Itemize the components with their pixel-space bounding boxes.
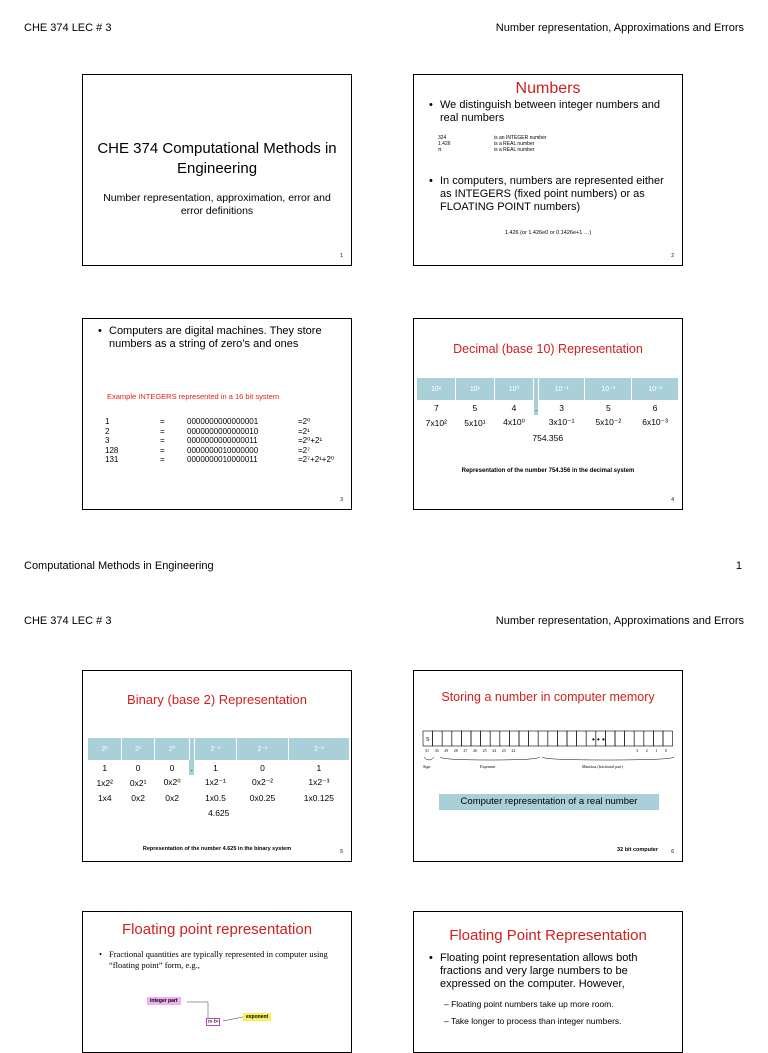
- place-value-header: 2¹: [121, 738, 154, 760]
- bit-index-label: 1: [655, 748, 658, 753]
- exponent-label: exponent: [243, 1013, 271, 1021]
- bit-cell: [471, 731, 481, 746]
- pointer-lines: [83, 912, 351, 1032]
- bit-cell: [653, 731, 663, 746]
- integer-row-n: 1: [105, 417, 110, 426]
- slide-number: 3: [340, 497, 343, 503]
- integer-row-bits: 0000000000000010: [187, 426, 259, 436]
- product-cell: 5x10¹: [464, 417, 486, 428]
- bit-cell: [625, 731, 635, 746]
- bit-cell: [644, 731, 654, 746]
- place-value-header: 2⁻¹: [194, 738, 236, 760]
- sub-bullet: – Floating point numbers take up more room.: [444, 999, 614, 1009]
- value-cell: 0x0.25: [249, 792, 276, 803]
- bit-index-label: 25: [482, 748, 487, 753]
- slide-1: [82, 74, 352, 266]
- product-cell: 4x10⁰: [503, 417, 525, 427]
- caption: Representation of the number 4.625 in the binary system: [142, 846, 292, 852]
- exponent-label: Exponent: [480, 764, 496, 769]
- slide-number: 1: [340, 253, 343, 259]
- digit-cell: 6: [652, 402, 658, 413]
- integer-row-pow: =2⁰: [298, 417, 311, 426]
- computer-note: 32 bit computer: [617, 847, 658, 853]
- digit-cell: .: [189, 760, 194, 775]
- example-title: Example INTEGERS represented in a 16 bit system: [107, 392, 280, 401]
- integer-row-eq: =: [160, 455, 165, 464]
- page2-header-left: CHE 374 LEC # 3: [24, 615, 112, 627]
- slide-number: 4: [671, 497, 674, 503]
- example-descriptions: is an INTEGER number is a REAL number is a REAL number: [494, 135, 547, 153]
- integer-row-n: 128: [105, 445, 119, 455]
- integer-row-pow: =2⁷: [298, 445, 311, 455]
- product-cell: 5x10⁻²: [595, 417, 622, 427]
- slide-2: [413, 74, 683, 266]
- slide-title: Storing a number in computer memory: [441, 690, 655, 704]
- formula: m·bᵉ: [208, 1019, 219, 1025]
- slide-7: [82, 911, 352, 1053]
- slide-title: Decimal (base 10) Representation: [453, 342, 643, 356]
- value-cell: 1x4: [97, 792, 112, 803]
- sub-bullet: – Take longer to process than integer numbers.: [444, 1016, 622, 1026]
- product-cell: 0x2⁻²: [251, 777, 274, 787]
- slide-8: [413, 911, 683, 1053]
- memory-bit-diagram: [422, 729, 678, 775]
- bit-index-label: 27: [463, 748, 468, 753]
- integer-row-eq: =: [160, 436, 165, 445]
- product-cell: 6x10⁻³: [642, 417, 668, 427]
- bit-index-label: 0: [665, 748, 667, 753]
- bit-cell: [548, 731, 558, 746]
- integer-row-n: 3: [105, 436, 110, 445]
- bit-cell: [500, 731, 510, 746]
- digit-cell: 1: [102, 762, 108, 773]
- bit-index-label: 2: [645, 748, 648, 753]
- integer-row-n: 2: [105, 426, 110, 436]
- place-value-header: 2⁻²: [237, 738, 289, 760]
- slide-subtitle: Number representation, approximation, error and error definitions: [103, 192, 331, 217]
- place-value-header: 10⁻¹: [538, 378, 585, 400]
- page-number: 1: [735, 560, 742, 572]
- integer-row-bits: 0000000000000001: [187, 417, 259, 426]
- digit-cell: 4: [511, 402, 517, 413]
- example-numbers: 324 1.426 π: [438, 135, 451, 153]
- bit-index-label: 22: [511, 748, 516, 753]
- page-footer-left: Computational Methods in Engineering: [24, 560, 214, 572]
- sign-cell-label: S: [426, 737, 430, 743]
- value-cell: 1x0.5: [205, 792, 226, 803]
- slide-title: CHE 374 Computational Methods in Engineering: [97, 140, 337, 177]
- bit-cell: [519, 731, 529, 746]
- slide-3: [82, 318, 352, 510]
- bit-index-label: 23: [501, 748, 506, 753]
- integer-row-pow: =2⁷+2¹+2⁰: [298, 455, 335, 464]
- product-cell: 0x2⁰: [163, 777, 181, 787]
- integer-row-pow: =2⁰+2¹: [298, 436, 323, 445]
- bit-index-label: 31: [425, 748, 429, 753]
- value-cell: 0x2: [131, 792, 145, 803]
- bit-cell: [490, 731, 500, 746]
- banner: Computer representation of a real number: [439, 794, 659, 810]
- caption: Representation of the number 754.356 in the decimal system: [461, 468, 635, 474]
- page2-header-right: Number representation, Approximations and Errors: [495, 615, 744, 627]
- digit-cell: 1: [316, 762, 322, 773]
- bit-cell: [433, 731, 443, 746]
- digit-cell: 0: [135, 762, 141, 773]
- slide-5: [82, 670, 352, 862]
- place-value-header: 10¹: [456, 378, 495, 400]
- slide-4: [413, 318, 683, 510]
- mantissa-brace: [542, 757, 674, 760]
- bit-index-label: 24: [492, 748, 497, 753]
- bit-index-label: 30: [434, 748, 439, 753]
- bit-cell: [663, 731, 673, 746]
- digit-cell: 0: [260, 762, 265, 773]
- bit-cell: [529, 731, 539, 746]
- slide-number: 6: [671, 849, 674, 855]
- place-value-header: 2⁻³: [288, 738, 349, 760]
- bullet: • In computers, numbers are represented either as INTEGERS (fixed point numbers) or as FLOATING POINT numbers): [429, 175, 664, 213]
- bullet: • Computers are digital machines. They store numbers as a string of zero’s and ones: [98, 325, 322, 350]
- bit-index-label: 29: [444, 748, 449, 753]
- integer-row-eq: =: [160, 417, 165, 426]
- slide-number: 2: [671, 253, 674, 259]
- integer-row-n: 131: [105, 455, 119, 464]
- product-cell: 7x10²: [425, 417, 447, 428]
- bit-cell: [557, 731, 567, 746]
- bit-cell: [509, 731, 519, 746]
- bit-cell: [567, 731, 577, 746]
- integer-row-bits: 0000000000000011: [187, 436, 258, 445]
- integer-row-eq: =: [160, 445, 165, 455]
- value-cell: 1x0.125: [303, 792, 335, 803]
- integer-row-bits: 0000000010000011: [187, 455, 258, 464]
- bit-cell: [577, 731, 587, 746]
- slide-6: [413, 670, 683, 862]
- place-value-header: 10²: [417, 378, 456, 400]
- total-value: 4.625: [208, 807, 230, 818]
- bit-cell: [481, 731, 491, 746]
- value-cell: 0x2: [165, 792, 179, 803]
- bit-cell: [442, 731, 452, 746]
- bit-cell: [605, 731, 615, 746]
- product-cell: 1x2⁻³: [308, 777, 330, 787]
- binary-table: [88, 738, 350, 820]
- bit-cell: [634, 731, 644, 746]
- slide-number: 5: [340, 849, 343, 855]
- digit-cell: .: [534, 400, 538, 415]
- slide-title: Floating Point Representation: [449, 927, 647, 944]
- slide-title: Floating point representation: [121, 921, 313, 938]
- sign-brace: [424, 757, 434, 760]
- integer-row-bits: 0000000010000000: [187, 445, 259, 455]
- slide-title: Numbers: [515, 80, 581, 97]
- bit-index-label: 28: [453, 748, 458, 753]
- place-value-header: 2²: [88, 738, 121, 760]
- product-cell: 0x2¹: [129, 777, 147, 788]
- bullet: • We distinguish between integer numbers and real numbers: [429, 99, 660, 124]
- digit-cell: 0: [169, 762, 175, 773]
- place-value-header: 10⁻²: [585, 378, 632, 400]
- bullet: • Floating point representation allows both fractions and very large numbers to be expressed on the computer. However,: [429, 952, 638, 990]
- digit-cell: 7: [433, 402, 439, 413]
- mantissa-label: Mantissa (fractional part): [582, 764, 623, 769]
- sign-label: Sign: [423, 764, 431, 769]
- formula: 1.426 (or 1.426e0 or 0.1426e+1 …): [504, 230, 592, 236]
- product-cell: 1x2⁻¹: [204, 777, 226, 787]
- ellipsis-dots: • • •: [592, 735, 605, 744]
- decimal-table: [417, 378, 679, 445]
- bit-cell: [538, 731, 548, 746]
- slide-title: Binary (base 2) Representation: [127, 692, 307, 707]
- digit-cell: 5: [472, 402, 478, 413]
- bit-index-label: 26: [473, 748, 477, 753]
- product-cell: 3x10⁻¹: [548, 417, 575, 427]
- integer-row-pow: =2¹: [298, 426, 310, 436]
- page-header-left: CHE 374 LEC # 3: [24, 22, 112, 34]
- product-cell: 1x2²: [96, 777, 113, 788]
- bit-cell: [452, 731, 462, 746]
- place-value-header: 10⁰: [494, 378, 534, 400]
- integer-part-label: integer part: [147, 997, 181, 1005]
- total-value: 754.356: [532, 432, 564, 443]
- page-header-right: Number representation, Approximations and Errors: [495, 22, 744, 34]
- digit-cell: 5: [605, 402, 611, 413]
- place-value-header: 2⁰: [155, 738, 190, 760]
- bit-cell: [461, 731, 471, 746]
- integer-row-eq: =: [160, 426, 165, 436]
- digit-cell: 1: [213, 762, 218, 773]
- bit-cell: [615, 731, 625, 746]
- bullet: • Fractional quantities are typically represented in computer using “floating point” form, e.g.,: [99, 949, 328, 970]
- place-value-header: 10⁻³: [632, 378, 679, 400]
- digit-cell: 3: [559, 402, 564, 413]
- exponent-brace: [440, 757, 540, 760]
- bit-index-label: 3: [636, 748, 639, 753]
